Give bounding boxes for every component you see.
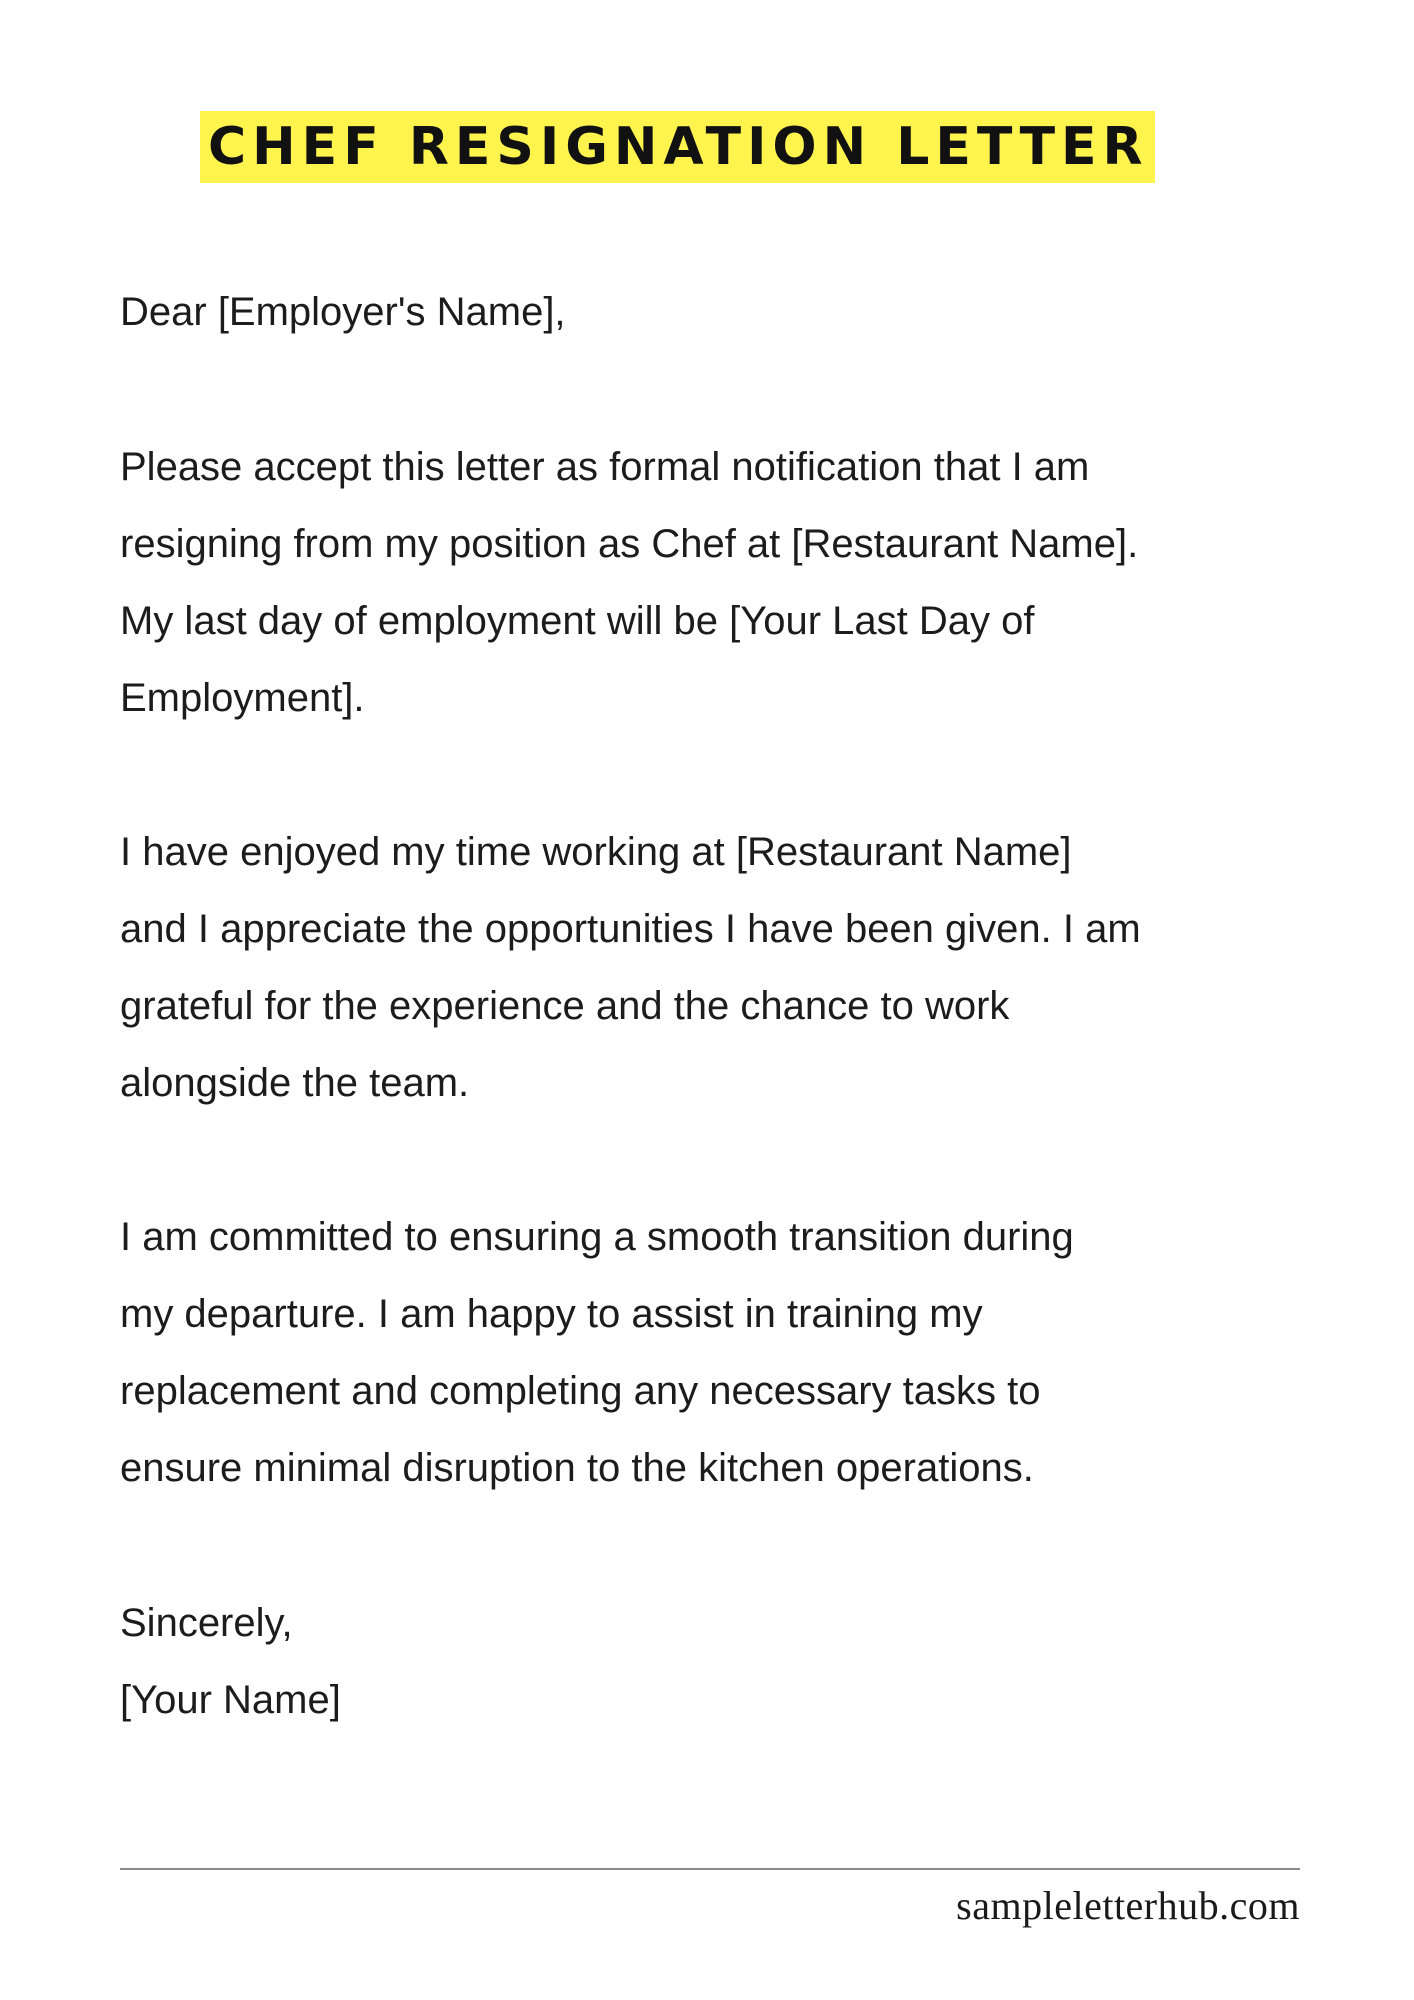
salutation: Dear [Employer's Name], bbox=[120, 290, 566, 334]
paragraph-transition bbox=[120, 1199, 1380, 1507]
closing: Sincerely, bbox=[120, 1601, 293, 1645]
paragraph-appreciation bbox=[120, 814, 1380, 1122]
paragraph-line: ensure minimal disruption to the kitchen operations. bbox=[120, 1446, 1034, 1490]
paragraph-line: Please accept this letter as formal notification that I am bbox=[120, 445, 1090, 489]
page-title: CHEF RESIGNATION LETTER bbox=[208, 117, 1149, 177]
closing-block bbox=[120, 1585, 1380, 1739]
paragraph-line: I have enjoyed my time working at [Restaurant Name] bbox=[120, 830, 1072, 874]
paragraph-line: alongside the team. bbox=[120, 1061, 470, 1105]
paragraph-line: resigning from my position as Chef at [Restaurant Name]. bbox=[120, 522, 1139, 566]
paragraph-line: my departure. I am happy to assist in training my bbox=[120, 1292, 983, 1336]
paragraph-notification bbox=[120, 429, 1380, 737]
paragraph-line: grateful for the experience and the chance to work bbox=[120, 984, 1010, 1028]
paragraph-line: Employment]. bbox=[120, 676, 365, 720]
paragraph-line: replacement and completing any necessary tasks to bbox=[120, 1369, 1041, 1413]
paragraph-line: I am committed to ensuring a smooth transition during bbox=[120, 1215, 1074, 1259]
footer-website: sampleletterhub.com bbox=[956, 1883, 1300, 1928]
paragraph-line: and I appreciate the opportunities I have been given. I am bbox=[120, 907, 1141, 951]
signature: [Your Name] bbox=[120, 1678, 341, 1722]
paragraph-line: My last day of employment will be [Your Last Day of bbox=[120, 599, 1035, 643]
footer-divider bbox=[120, 1868, 1300, 1870]
title-highlight bbox=[200, 111, 1155, 183]
